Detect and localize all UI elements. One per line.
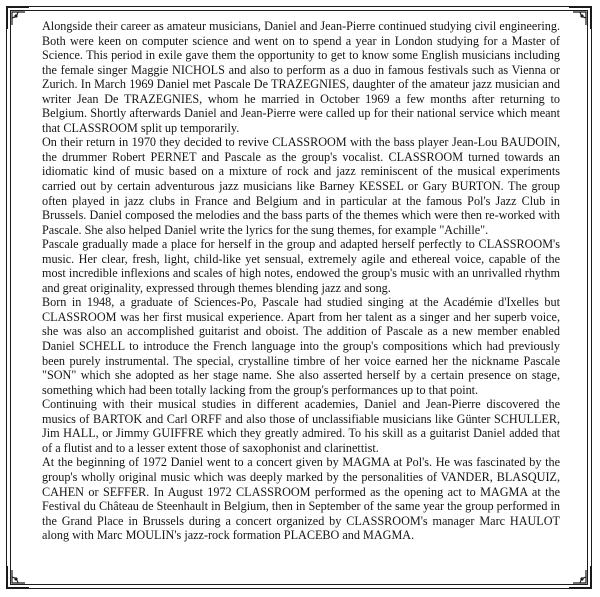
corner-ornament-icon [567, 5, 593, 31]
body-text [42, 19, 560, 543]
paragraph: On their return in 1970 they decided to revive CLASSROOM with the bass player Jean-Lou BAUDOIN, the drummer Robert PERNET and Pascale as the group's vocalist. CLASSROOM turned towards an idiomatic kind of music based on a mixture of rock and jazz reminiscent of the musical experiments carried out by certain adventurous jazz musicians like Barney KESSEL or Gary BURTON. The group often played in jazz clubs in France and Belgium and in particular at the famous Pol's Jazz Club in Brussels. Daniel composed the melodies and the bass parts of the themes which were then re-worked with Pascale. She also helped Daniel write the lyrics for the sung themes, for example "Achille". [42, 135, 560, 237]
paragraph: At the beginning of 1972 Daniel went to a concert given by MAGMA at Pol's. He was fascinated by the group's wholly original music which was deeply marked by the personalities of VANDER, BLASQUIZ, CAHEN or SEFFER. In August 1972 CLASSROOM performed as the opening act to MAGMA at the Festival du Château de Steenhault in Belgium, then in September of the same year the group performed in the Grand Place in Brussels during a concert organized by CLASSROOM's manager Marc HAULOT along with Marc MOULIN's jazz-rock formation PLACEBO and MAGMA. [42, 455, 560, 543]
corner-ornament-icon [567, 564, 593, 590]
corner-ornament-icon [5, 564, 31, 590]
paragraph: Alongside their career as amateur musicians, Daniel and Jean-Pierre continued studying civil engineering. Both were keen on computer science and went on to spend a year in London studying for a Master of Science. This period in exile gave them the opportunity to get to know some English musicians including the female singer Maggie NICHOLS and also to perform as a duo in famous festivals such as Vienna or Zurich. In March 1969 Daniel met Pascale De TRAZEGNIES, daughter of the amateur jazz musician and writer Jean De TRAZEGNIES, whom he married in October 1969 a few months after returning to Belgium. Shortly afterwards Daniel and Jean-Pierre were called up for their national service which meant that CLASSROOM split up temporarily. [42, 19, 560, 135]
paragraph: Continuing with their musical studies in different academies, Daniel and Jean-Pierre discovered the musics of BARTOK and Carl ORFF and also those of unclassifiable musicians like Günter SCHULLER, Jim HALL, or Jimmy GUIFFRE which they greatly admired. To his skill as a guitarist Daniel added that of a flutist and to a lesser extent those of saxophonist and clarinettist. [42, 397, 560, 455]
paragraph: Pascale gradually made a place for herself in the group and adapted herself perfectly to CLASSROOM's music. Her clear, fresh, light, child-like yet sensual, extremely agile and ethereal voice, capable of the most incredible inflexions and scales of high notes, endowed the group's music with an unrivalled rhythm and great originality, expressed through themes blending jazz and song. [42, 237, 560, 295]
paragraph: Born in 1948, a graduate of Sciences-Po, Pascale had studied singing at the Académie d'Ixelles but CLASSROOM was her first musical experience. Apart from her talent as a singer and her superb voice, she was also an accomplished guitarist and oboist. The addition of Pascale as a new member enabled Daniel SCHELL to introduce the French language into the group's compositions which had previously been purely instrumental. The special, crystalline timbre of her voice earned her the nickname Pascale "SON" which she adopted as her stage name. She also asserted herself by a certain presence on stage, something which had been totally lacking from the group's performances up to that point. [42, 295, 560, 397]
corner-ornament-icon [5, 5, 31, 31]
